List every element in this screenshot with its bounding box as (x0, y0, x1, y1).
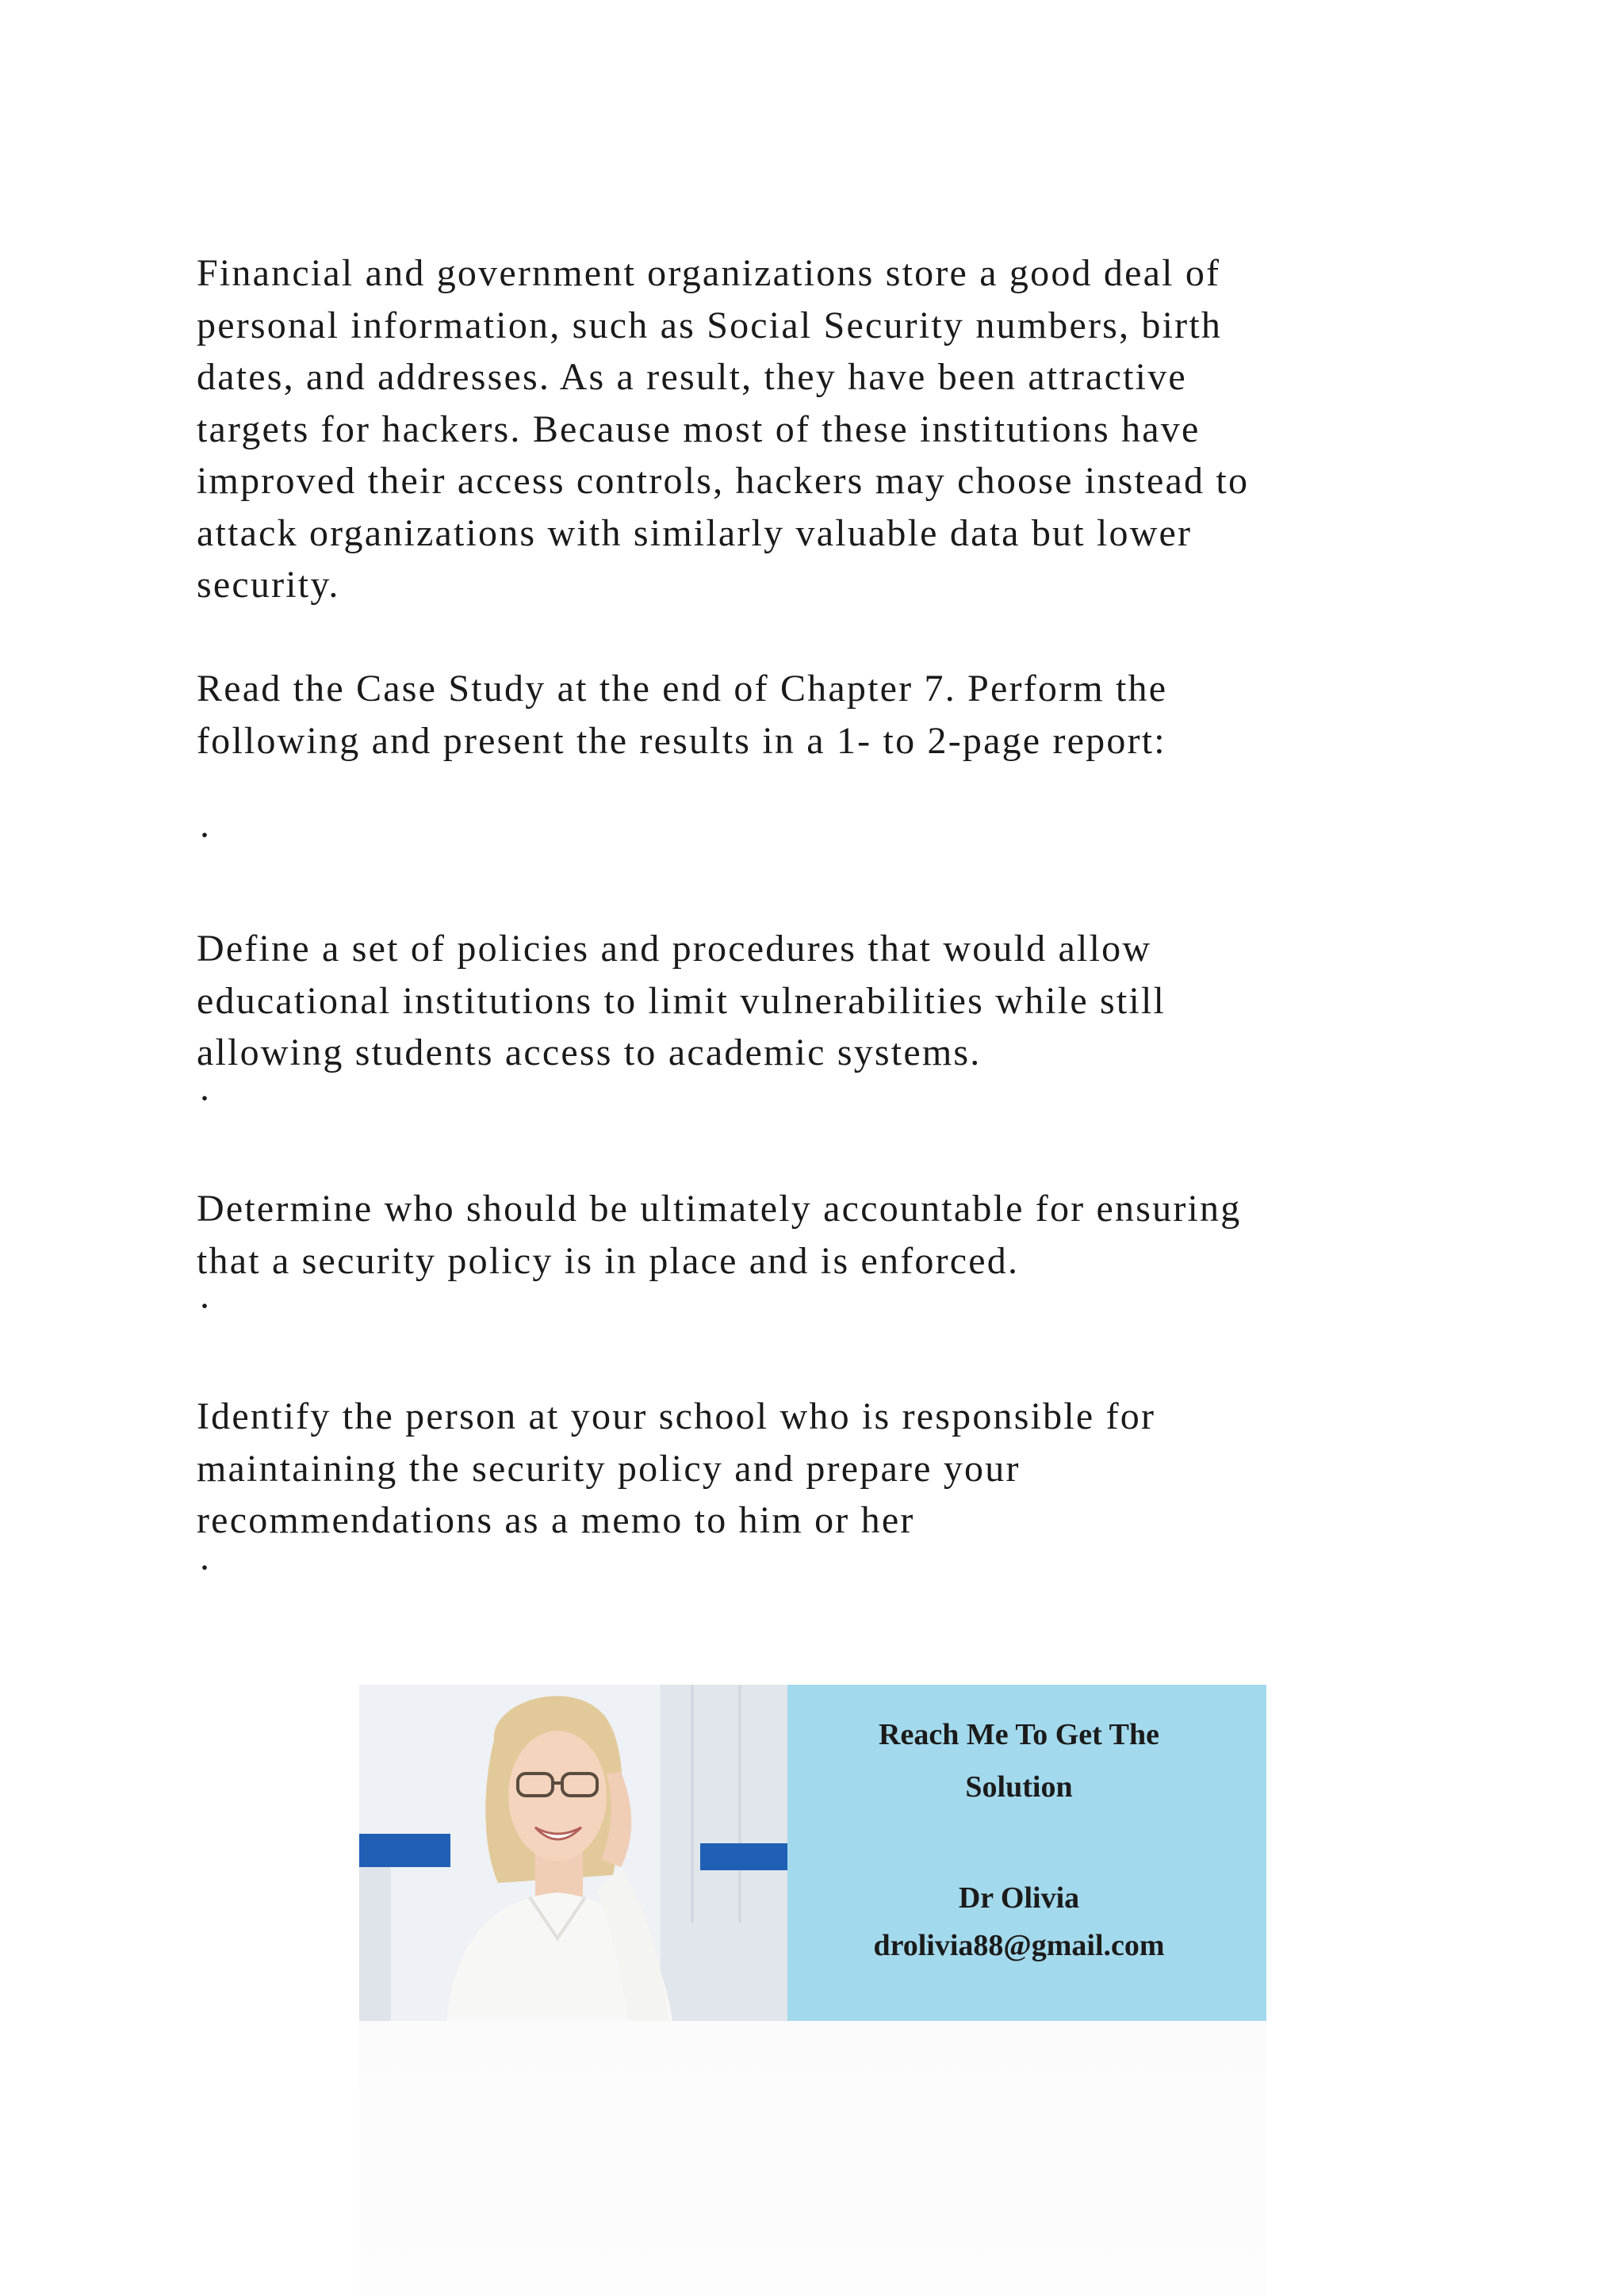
blue-accent-shape (700, 1843, 787, 1870)
blank-image-area (359, 2021, 1266, 2296)
instructions-paragraph: Read the Case Study at the end of Chapter 7. Perform the following and present the results in a 1- to 2-page report: (197, 668, 1168, 762)
task-item-1: Define a set of policies and procedures that would allow educational institutions to limit vulnerabilities while still allowing students access to academic systems. (197, 928, 1166, 1073)
bullet-marker: · (198, 1547, 211, 1589)
contact-info-panel (787, 1685, 1266, 2021)
task-item-3: Identify the person at your school who is responsible for maintaining the security policy and prepare your recommendations as a memo to him or her (197, 1395, 1156, 1541)
tutor-photo (359, 1685, 787, 2021)
contact-banner (359, 1685, 1266, 2021)
task-item-2: Determine who should be ultimately accountable for ensuring that a security policy is in place and is enforced. (197, 1188, 1242, 1282)
contact-name: Dr Olivia (958, 1881, 1080, 1915)
call-to-action-text: Reach Me To Get The Solution (879, 1718, 1159, 1804)
bullet-marker: · (198, 1285, 211, 1327)
bullet-marker: · (198, 814, 211, 856)
blue-accent-shape (359, 1834, 450, 1867)
woman-portrait-illustration (359, 1685, 787, 2021)
bullet-marker: · (198, 1077, 211, 1119)
intro-paragraph: Financial and government organizations store a good deal of personal information, such as Social Security numbers, birth dates, and addresses. As a result, they have been attractive targets for hackers. Because most of these institutions have improved their access controls, hackers may choose instead to attack organizations with similarly valuable data but lower security. (197, 252, 1250, 606)
contact-email[interactable]: drolivia88@gmail.com (873, 1929, 1165, 1962)
